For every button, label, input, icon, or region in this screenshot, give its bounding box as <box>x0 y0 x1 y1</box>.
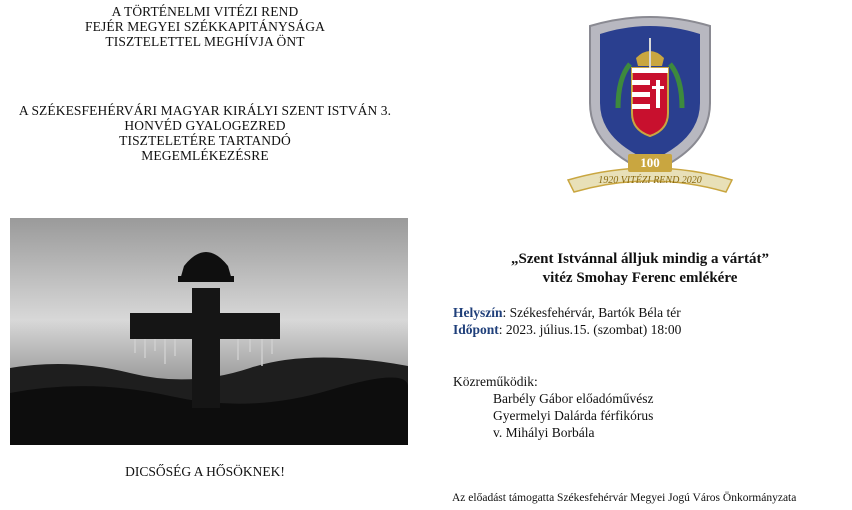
event-title-line: „Szent Istvánnal álljuk mindig a vártát” <box>511 251 769 267</box>
contributors-heading: Közreműködik: <box>453 374 538 389</box>
event-title <box>430 250 850 288</box>
regiment-header <box>0 103 410 163</box>
org-line: FEJÉR MEGYEI SZÉKKAPITÁNYSÁGA <box>85 19 325 34</box>
org-line: TISZTELETTEL MEGHÍVJA ÖNT <box>105 34 305 49</box>
location-label: Helyszín <box>453 305 503 320</box>
vitezi-rend-emblem <box>560 8 740 198</box>
time-label: Időpont <box>453 322 499 337</box>
regiment-line: MEGEMLÉKEZÉSRE <box>141 148 269 163</box>
location-row <box>453 304 681 321</box>
memorial-photo <box>10 218 408 445</box>
time-value: : 2023. július.15. (szombat) 18:00 <box>498 322 682 337</box>
emblem-ribbon-text: 1920 VITÉZI REND 2020 <box>598 175 702 186</box>
regiment-line: A SZÉKESFEHÉRVÁRI MAGYAR KIRÁLYI SZENT ISTVÁN 3. <box>18 103 392 118</box>
event-subtitle-line: vitéz Smohay Ferenc emlékére <box>542 270 738 286</box>
regiment-line: HONVÉD GYALOGEZRED <box>124 118 286 133</box>
regiment-line: TISZTELETÉRE TARTANDÓ <box>119 133 291 148</box>
org-line: A TÖRTÉNELMI VITÉZI REND <box>111 4 299 19</box>
contributors-section <box>453 373 653 441</box>
grave-cross-image <box>10 218 408 445</box>
location-value: : Székesfehérvár, Bartók Béla tér <box>502 305 681 320</box>
glory-slogan: DICSŐSÉG A HŐSÖKNEK! <box>125 464 285 479</box>
sponsor-footer: Az előadást támogatta Székesfehérvár Megyei Jogú Város Önkormányzata <box>452 492 797 504</box>
contributor-name: v. Mihályi Borbála <box>493 425 595 440</box>
organization-header <box>0 4 410 49</box>
emblem-number: 100 <box>640 155 660 170</box>
contributor-name: Barbély Gábor előadóművész <box>493 391 654 406</box>
time-row <box>453 321 681 338</box>
contributor-name: Gyermelyi Dalárda férfikórus <box>493 408 654 423</box>
